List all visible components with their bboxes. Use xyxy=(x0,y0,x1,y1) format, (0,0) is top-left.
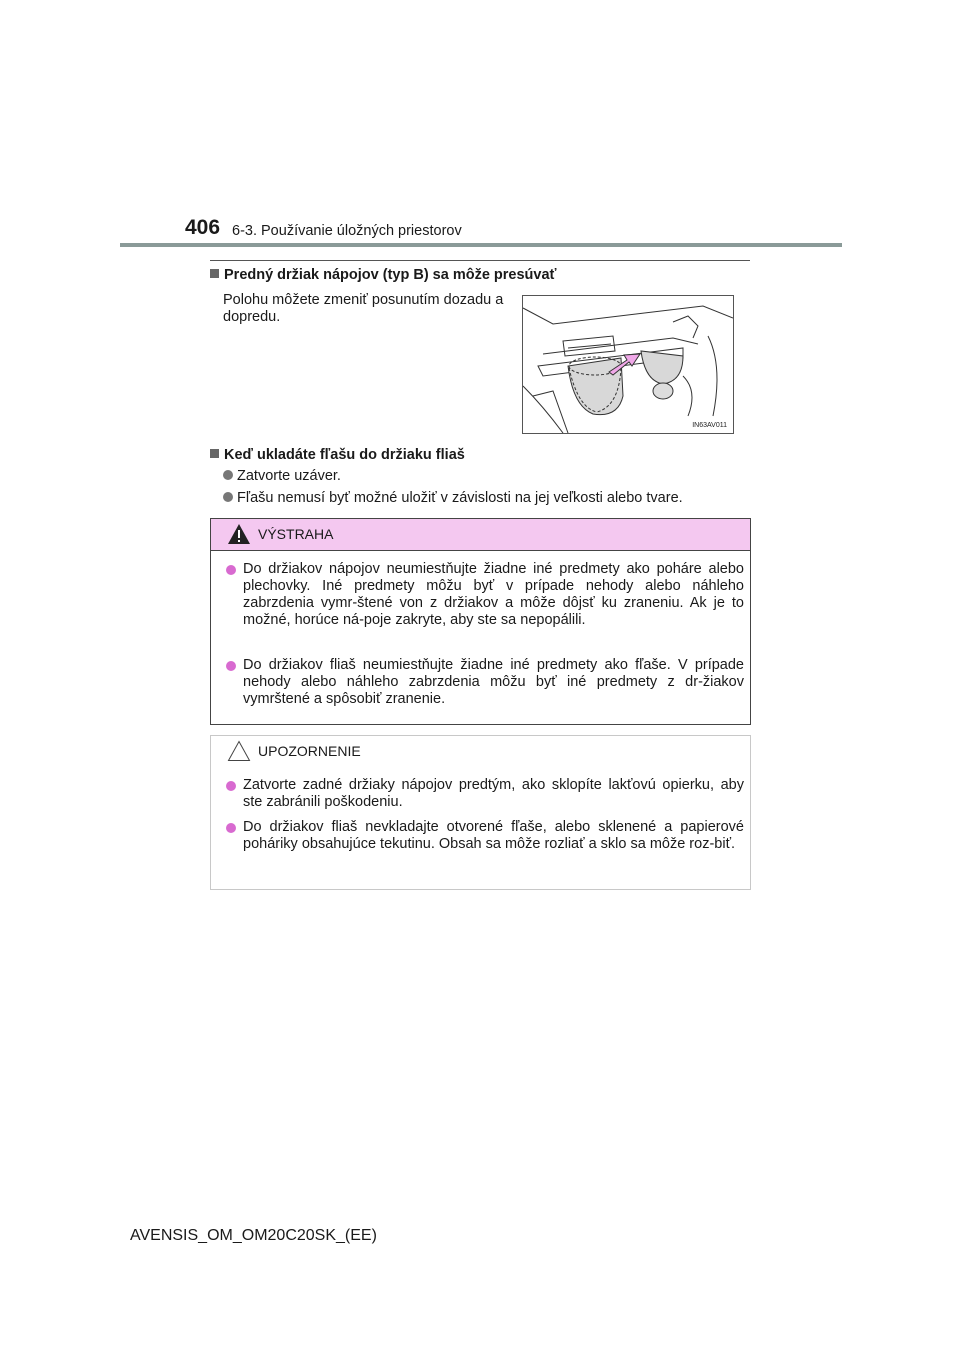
bullet-icon xyxy=(226,565,236,575)
subheading-cupholder xyxy=(210,267,556,283)
square-bullet-icon xyxy=(210,449,219,458)
bullet-icon xyxy=(226,661,236,671)
warning-title: VÝSTRAHA xyxy=(258,526,334,542)
warning-header xyxy=(211,519,750,551)
cupholder-illustration xyxy=(522,295,734,434)
header-rule xyxy=(120,243,842,247)
notice-item: Zatvorte zadné držiaky nápojov predtým, ako sklopíte lakťovú opierku, aby ste zabránili poškodeniu. xyxy=(226,777,744,811)
subheading-text: Predný držiak nápojov (typ B) sa môže presúvať xyxy=(224,267,557,283)
cupholder-description: Polohu môžete zmeniť posunutím dozadu a dopredu. xyxy=(223,292,504,325)
notice-title: UPOZORNENIE xyxy=(258,743,361,759)
caution-triangle-icon xyxy=(227,740,251,762)
warning-box xyxy=(210,518,751,725)
list-item: Zatvorte uzáver. xyxy=(223,468,341,485)
console-drawing xyxy=(523,296,733,433)
figure-code: IN63AV011 xyxy=(692,422,727,429)
document-code: AVENSIS_OM_OM20C20SK_(EE) xyxy=(130,1227,377,1244)
bullet-icon xyxy=(226,781,236,791)
page-number: 406 xyxy=(185,216,221,239)
warning-triangle-icon xyxy=(227,523,251,545)
section-title: 6-3. Používanie úložných priestorov xyxy=(232,223,462,239)
bullet-icon xyxy=(223,492,233,502)
notice-box xyxy=(210,735,751,890)
subheading-text: Keď ukladáte fľašu do držiaku fliaš xyxy=(224,447,465,463)
notice-item: Do držiakov fliaš nevkladajte otvorené fľaše, alebo sklenené a papierové poháriky obsahujúce tekutinu. Obsah sa môže rozliať a sklo sa môže roz-biť. xyxy=(226,819,744,853)
content-rule xyxy=(210,260,750,261)
warning-item: Do držiakov fliaš neumiestňujte žiadne iné predmety ako fľaše. V prípade nehody alebo náhleho zabrzdenia môžu byť iné predmety z dr-žiakov vymrštené a spôsobiť zranenie. xyxy=(226,657,744,708)
warning-item: Do držiakov nápojov neumiestňujte žiadne iné predmety ako poháre alebo plechovky. Iné predmety môžu byť v prípade nehody alebo náhleho zabrzdenia vymr-štené von z držiakov a môže dôjsť ku zraneniu. Ak je to možné, horúce ná-poje zakryte, aby ste sa nepopálili. xyxy=(226,561,744,629)
bullet-icon xyxy=(226,823,236,833)
list-item: Fľašu nemusí byť možné uložiť v závislosti na jej veľkosti alebo tvare. xyxy=(223,490,683,507)
bullet-icon xyxy=(223,470,233,480)
square-bullet-icon xyxy=(210,269,219,278)
subheading-bottle xyxy=(210,447,465,463)
